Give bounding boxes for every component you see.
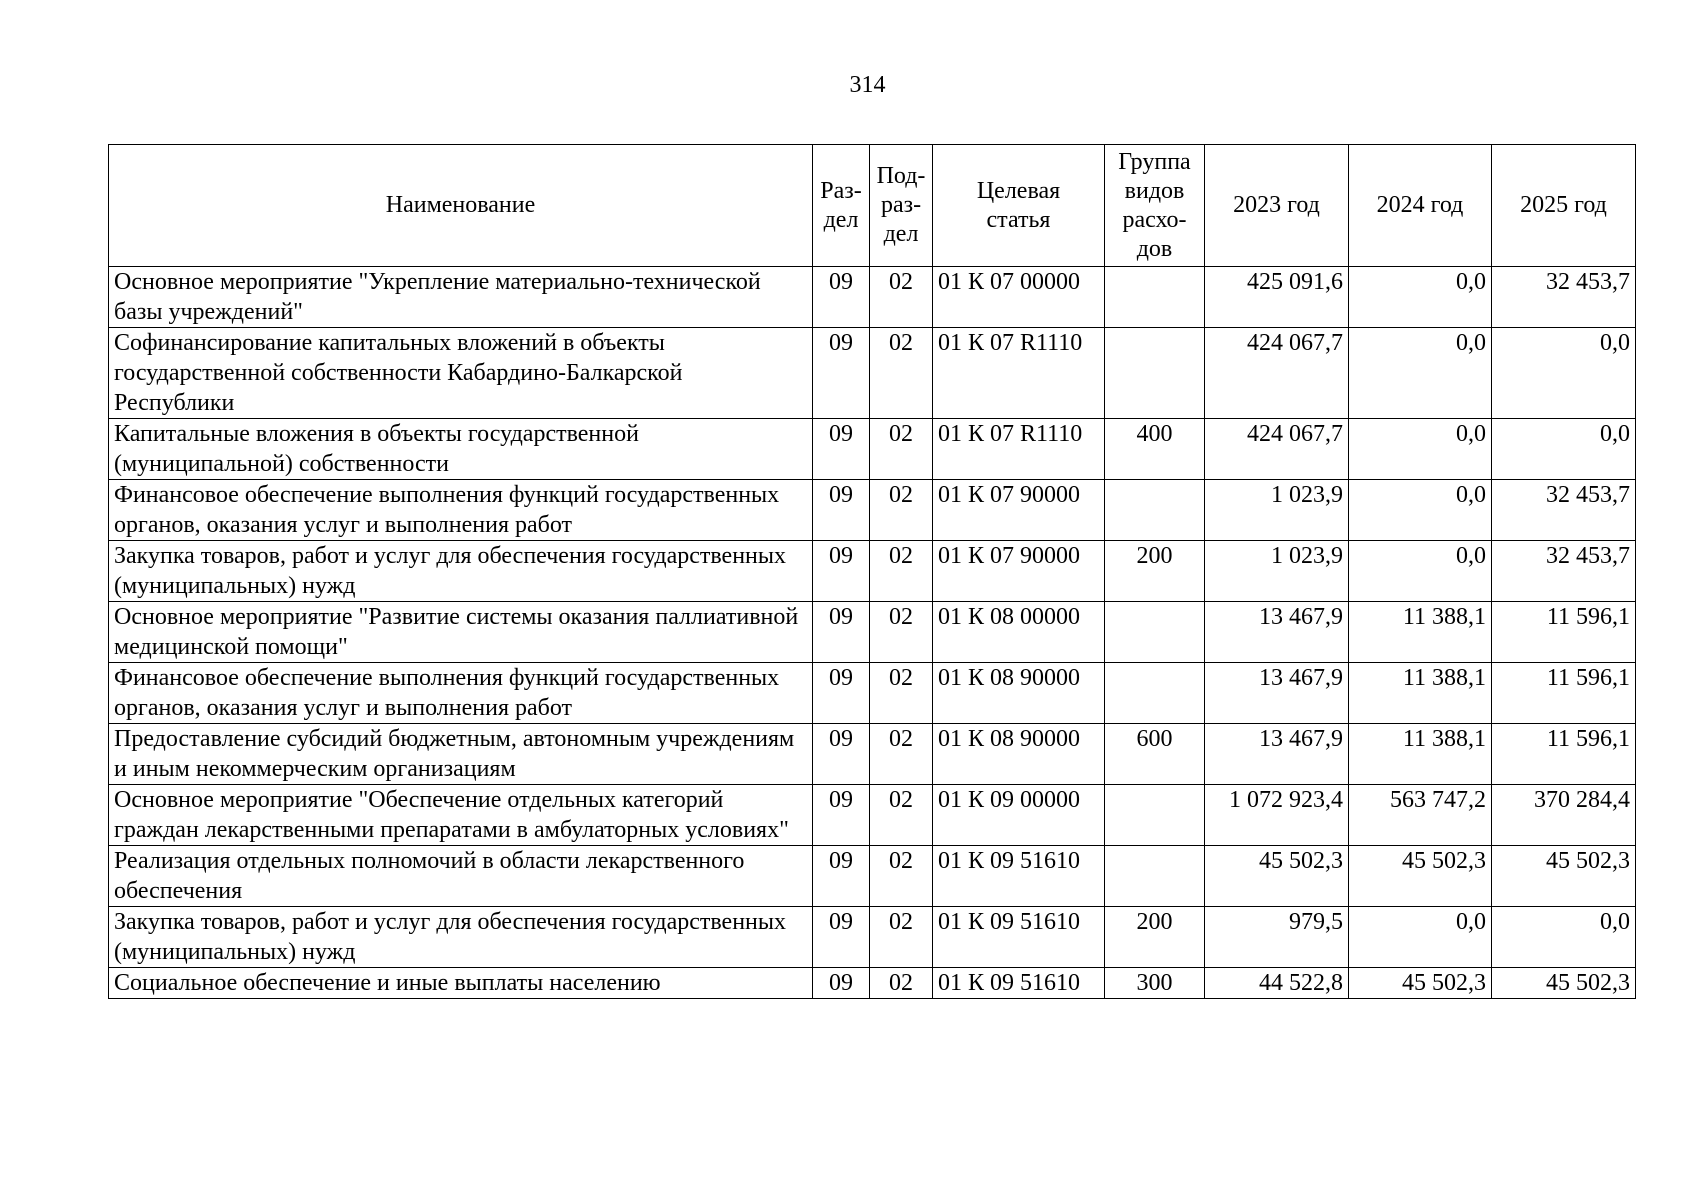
cell-expense-group: 200 <box>1105 907 1205 968</box>
budget-table <box>108 144 1636 999</box>
cell-2023: 45 502,3 <box>1205 846 1349 907</box>
cell-name: Основное мероприятие "Укрепление материально-технической базы учреждений" <box>109 267 813 328</box>
cell-2025: 0,0 <box>1492 328 1636 419</box>
cell-expense-group: 300 <box>1105 968 1205 999</box>
cell-2023: 1 023,9 <box>1205 480 1349 541</box>
cell-2025: 0,0 <box>1492 907 1636 968</box>
cell-2023: 424 067,7 <box>1205 328 1349 419</box>
cell-section: 09 <box>813 968 870 999</box>
cell-2024: 0,0 <box>1349 907 1492 968</box>
header-section: Раз- дел <box>813 145 870 267</box>
cell-name: Основное мероприятие "Обеспечение отдельных категорий граждан лекарственными препаратами в амбулаторных условиях" <box>109 785 813 846</box>
cell-expense-group <box>1105 846 1205 907</box>
cell-name: Софинансирование капитальных вложений в объекты государственной собственности Кабардино-Балкарской Республики <box>109 328 813 419</box>
cell-2025: 32 453,7 <box>1492 267 1636 328</box>
cell-section: 09 <box>813 328 870 419</box>
table-row <box>109 541 1636 602</box>
page-number: 314 <box>849 72 886 98</box>
cell-2024: 563 747,2 <box>1349 785 1492 846</box>
cell-target-article: 01 К 07 90000 <box>933 480 1105 541</box>
cell-target-article: 01 К 09 51610 <box>933 907 1105 968</box>
cell-section: 09 <box>813 541 870 602</box>
cell-name: Социальное обеспечение и иные выплаты населению <box>109 968 813 999</box>
header-2025: 2025 год <box>1492 145 1636 267</box>
cell-2024: 11 388,1 <box>1349 663 1492 724</box>
cell-expense-group: 200 <box>1105 541 1205 602</box>
header-expense-group: Группа видов расхо- дов <box>1105 145 1205 267</box>
cell-2024: 0,0 <box>1349 480 1492 541</box>
cell-2025: 45 502,3 <box>1492 846 1636 907</box>
cell-name: Финансовое обеспечение выполнения функций государственных органов, оказания услуг и выполнения работ <box>109 480 813 541</box>
cell-target-article: 01 К 08 90000 <box>933 724 1105 785</box>
table-row <box>109 328 1636 419</box>
table-header-row <box>109 145 1636 267</box>
cell-2023: 13 467,9 <box>1205 602 1349 663</box>
cell-expense-group <box>1105 480 1205 541</box>
cell-2023: 1 072 923,4 <box>1205 785 1349 846</box>
table-row <box>109 724 1636 785</box>
cell-2024: 0,0 <box>1349 267 1492 328</box>
cell-target-article: 01 К 07 00000 <box>933 267 1105 328</box>
cell-target-article: 01 К 09 51610 <box>933 846 1105 907</box>
cell-name: Предоставление субсидий бюджетным, автономным учреждениям и иным некоммерческим организациям <box>109 724 813 785</box>
cell-2024: 45 502,3 <box>1349 846 1492 907</box>
cell-2024: 45 502,3 <box>1349 968 1492 999</box>
cell-subsection: 02 <box>870 785 933 846</box>
cell-name: Реализация отдельных полномочий в области лекарственного обеспечения <box>109 846 813 907</box>
header-target-article: Целевая статья <box>933 145 1105 267</box>
cell-2023: 44 522,8 <box>1205 968 1349 999</box>
table-row <box>109 846 1636 907</box>
cell-name: Основное мероприятие "Развитие системы оказания паллиативной медицинской помощи" <box>109 602 813 663</box>
cell-section: 09 <box>813 846 870 907</box>
cell-name: Капитальные вложения в объекты государственной (муниципальной) собственности <box>109 419 813 480</box>
cell-name: Закупка товаров, работ и услуг для обеспечения государственных (муниципальных) нужд <box>109 541 813 602</box>
table-row <box>109 968 1636 999</box>
cell-subsection: 02 <box>870 907 933 968</box>
cell-section: 09 <box>813 663 870 724</box>
table-row <box>109 480 1636 541</box>
cell-2024: 0,0 <box>1349 419 1492 480</box>
cell-subsection: 02 <box>870 267 933 328</box>
cell-2023: 425 091,6 <box>1205 267 1349 328</box>
cell-section: 09 <box>813 267 870 328</box>
cell-2025: 11 596,1 <box>1492 724 1636 785</box>
cell-expense-group: 400 <box>1105 419 1205 480</box>
cell-subsection: 02 <box>870 480 933 541</box>
table-row <box>109 785 1636 846</box>
cell-expense-group <box>1105 602 1205 663</box>
cell-2024: 0,0 <box>1349 328 1492 419</box>
table-body <box>109 267 1636 999</box>
cell-2023: 424 067,7 <box>1205 419 1349 480</box>
header-2024: 2024 год <box>1349 145 1492 267</box>
cell-2025: 45 502,3 <box>1492 968 1636 999</box>
cell-expense-group <box>1105 785 1205 846</box>
cell-2023: 13 467,9 <box>1205 724 1349 785</box>
table-row <box>109 267 1636 328</box>
cell-subsection: 02 <box>870 663 933 724</box>
cell-target-article: 01 К 09 00000 <box>933 785 1105 846</box>
cell-subsection: 02 <box>870 328 933 419</box>
cell-2024: 0,0 <box>1349 541 1492 602</box>
cell-section: 09 <box>813 724 870 785</box>
cell-subsection: 02 <box>870 602 933 663</box>
cell-2025: 32 453,7 <box>1492 480 1636 541</box>
cell-subsection: 02 <box>870 541 933 602</box>
cell-target-article: 01 К 07 R1110 <box>933 328 1105 419</box>
cell-section: 09 <box>813 602 870 663</box>
header-subsection: Под- раз- дел <box>870 145 933 267</box>
cell-2023: 13 467,9 <box>1205 663 1349 724</box>
cell-subsection: 02 <box>870 968 933 999</box>
table-row <box>109 907 1636 968</box>
cell-section: 09 <box>813 419 870 480</box>
cell-2024: 11 388,1 <box>1349 602 1492 663</box>
cell-target-article: 01 К 09 51610 <box>933 968 1105 999</box>
cell-section: 09 <box>813 785 870 846</box>
cell-2025: 370 284,4 <box>1492 785 1636 846</box>
cell-name: Закупка товаров, работ и услуг для обеспечения государственных (муниципальных) нужд <box>109 907 813 968</box>
cell-expense-group <box>1105 267 1205 328</box>
table-row <box>109 663 1636 724</box>
cell-subsection: 02 <box>870 724 933 785</box>
cell-2024: 11 388,1 <box>1349 724 1492 785</box>
cell-target-article: 01 К 07 90000 <box>933 541 1105 602</box>
cell-name: Финансовое обеспечение выполнения функций государственных органов, оказания услуг и выполнения работ <box>109 663 813 724</box>
cell-target-article: 01 К 07 R1110 <box>933 419 1105 480</box>
cell-2025: 0,0 <box>1492 419 1636 480</box>
cell-expense-group: 600 <box>1105 724 1205 785</box>
cell-target-article: 01 К 08 90000 <box>933 663 1105 724</box>
cell-target-article: 01 К 08 00000 <box>933 602 1105 663</box>
header-name: Наименование <box>109 145 813 267</box>
header-2023: 2023 год <box>1205 145 1349 267</box>
cell-subsection: 02 <box>870 846 933 907</box>
cell-expense-group <box>1105 328 1205 419</box>
table-row <box>109 602 1636 663</box>
cell-2023: 1 023,9 <box>1205 541 1349 602</box>
cell-expense-group <box>1105 663 1205 724</box>
cell-section: 09 <box>813 907 870 968</box>
cell-subsection: 02 <box>870 419 933 480</box>
cell-2025: 11 596,1 <box>1492 602 1636 663</box>
table-row <box>109 419 1636 480</box>
cell-2025: 32 453,7 <box>1492 541 1636 602</box>
cell-section: 09 <box>813 480 870 541</box>
cell-2023: 979,5 <box>1205 907 1349 968</box>
cell-2025: 11 596,1 <box>1492 663 1636 724</box>
